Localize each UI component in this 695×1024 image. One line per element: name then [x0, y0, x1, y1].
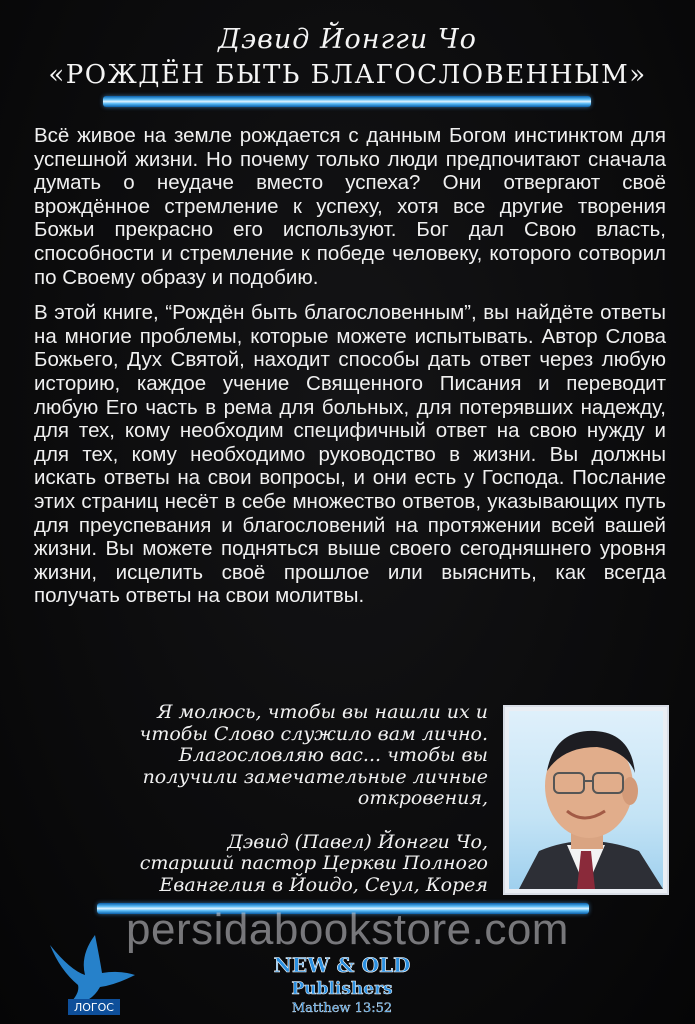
quote-line: Я молюсь, чтобы вы нашли их и: [157, 701, 488, 723]
quote-line: чтобы Слово служило вам лично.: [139, 722, 488, 745]
author-quote: [40, 702, 488, 910]
quote-line: получили замечательные личные: [142, 765, 488, 788]
quote-line: Благословляю вас... чтобы вы: [178, 744, 488, 766]
author-photo-frame: [503, 705, 669, 895]
new-and-old-publishers-logo: [272, 950, 412, 1020]
quote-text: [40, 702, 488, 810]
book-title: «РОЖДЁН БЫТЬ БЛАГОСЛОВЕННЫМ»: [48, 60, 647, 90]
publisher-line-2: Publishers: [291, 979, 393, 999]
logos-left-label: ЛОГОС: [74, 1001, 114, 1014]
publisher-line-1: NEW & OLD: [273, 953, 411, 977]
publisher-line-3: Matthew 13:52: [291, 1001, 393, 1016]
signature-line: старший пастор Церкви Полного: [139, 852, 488, 874]
quote-signature: [40, 832, 488, 897]
signature-line: Дэвид (Павел) Йонгги Чо,: [227, 830, 488, 853]
logos-publisher-logo: [40, 925, 140, 1020]
dove-icon: [40, 925, 140, 1020]
description-text: [34, 124, 666, 620]
description-paragraph-1: Всё живое на земле рождается с данным Богом инстинктом для успешной жизни. Но почему только люди предпочитают сначала думать о неудаче вместо успеха? Они отвергают своё врождённое стремление к успеху, хотя все другие творения Божьи прекрасно его используют. Бог дал Свою власть, способности и стремление к победе человеку, которого сотворил по Своему образу и подобию.: [34, 124, 666, 289]
author-portrait-icon: [509, 711, 663, 889]
top-divider-bar: [103, 96, 591, 107]
signature-line: Евангелия в Йоидо, Сеул, Корея: [159, 873, 488, 896]
author-name: Дэвид Йонгги Чо: [218, 24, 477, 55]
publisher-logo-icon: [272, 950, 412, 1020]
description-paragraph-2: В этой книге, “Рождён быть благословенным”, вы найдёте ответы на многие проблемы, которые можете испытывать. Автор Слова Божьего, Дух Святой, находит способы дать ответ через любую историю, каждое учение Священного Писания и переводит любую Его часть в рема для больных, для потерявших надежду, для тех, кому необходим специфичный ответ на свою нужду и для тех, кому необходимо руководство в жизни. Вы должны искать ответы на свои вопросы, и они есть у Господа. Послание этих страниц несёт в себе множество ответов, указывающих путь для преуспевания и благословений на протяжении всей вашей жизни. Вы можете подняться выше своего сегодняшнего уровня жизни, исцелить своё прошлое или выяснить, как всегда получать ответы на свои молитвы.: [34, 301, 666, 608]
watermark-text: persidabookstore.com: [126, 905, 569, 954]
author-photo: [509, 711, 663, 889]
quote-line: откровения,: [357, 787, 488, 809]
